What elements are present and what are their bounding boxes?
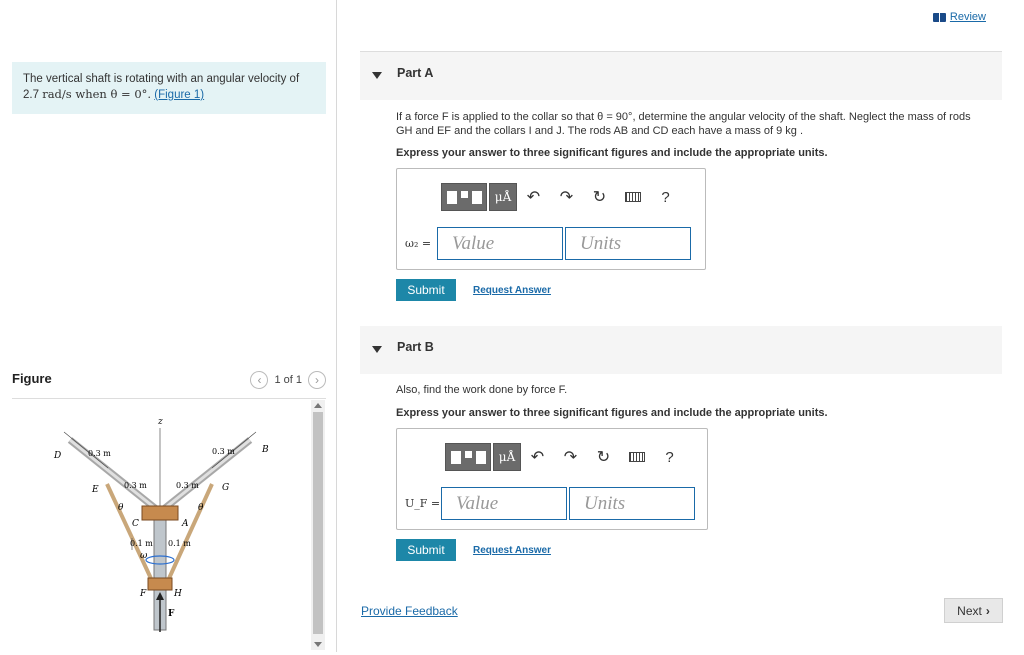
part-b-toolbar <box>445 443 686 471</box>
help-icon[interactable]: ? <box>661 188 670 206</box>
part-a-request-answer[interactable]: Request Answer <box>473 285 551 296</box>
problem-text: The vertical shaft is rotating with an angular velocity of 2.7 <box>23 73 300 101</box>
units-button[interactable]: μÅ <box>493 443 521 471</box>
scroll-thumb[interactable] <box>313 412 323 634</box>
templates-button[interactable] <box>441 183 487 211</box>
label-E: E <box>92 485 99 495</box>
part-a-question-line2: GH and EF and the collars I and J. The rods AB and CD each have a mass of 9 kg . <box>396 125 804 137</box>
figure-header <box>12 371 326 399</box>
provide-feedback-link[interactable]: Provide Feedback <box>361 604 458 618</box>
figure-image <box>12 400 326 650</box>
part-b-submit-button[interactable]: Submit <box>396 539 456 561</box>
figure-link[interactable]: (Figure 1) <box>154 89 205 101</box>
label-D: D <box>54 451 62 461</box>
undo-icon[interactable]: ↶ <box>526 189 541 206</box>
part-b-value-input[interactable] <box>441 487 567 520</box>
part-b-label: Part B <box>397 340 434 354</box>
label-theta-right: θ <box>198 503 204 513</box>
label-F: F <box>140 589 147 599</box>
figure-scrollbar[interactable] <box>311 400 325 650</box>
scroll-up-icon[interactable] <box>314 403 322 408</box>
part-a-units-input[interactable] <box>565 227 691 260</box>
dim-0-1-left: 0.1 m <box>130 539 153 548</box>
keyboard-icon[interactable] <box>620 443 653 471</box>
mechanism-diagram <box>12 400 310 650</box>
dim-0-1-right: 0.1 m <box>168 539 191 548</box>
reset-icon[interactable]: ↻ <box>592 189 607 206</box>
part-a-value-input[interactable] <box>437 227 563 260</box>
reset-icon[interactable]: ↻ <box>596 449 611 466</box>
label-omega: ω <box>140 551 148 561</box>
book-icon <box>933 13 946 22</box>
help-icon[interactable]: ? <box>665 448 674 466</box>
part-a-input-row <box>405 227 691 260</box>
label-H: H <box>174 589 182 599</box>
keyboard-icon[interactable] <box>616 183 649 211</box>
problem-statement <box>12 62 326 114</box>
part-a-submit-button[interactable]: Submit <box>396 279 456 301</box>
next-label: Next <box>957 603 982 618</box>
dim-0-3-upper-left: 0.3 m <box>88 449 111 458</box>
label-C: C <box>132 519 139 529</box>
label-B: B <box>262 445 269 455</box>
label-z: z <box>158 417 163 427</box>
part-a-header[interactable] <box>360 52 1002 100</box>
part-a-question <box>396 110 996 138</box>
part-a-answer-box <box>396 168 706 270</box>
part-b-header[interactable] <box>360 326 1002 374</box>
chevron-left-icon: ‹ <box>257 373 262 387</box>
collapse-triangle-icon <box>372 72 382 79</box>
templates-button[interactable] <box>445 443 491 471</box>
label-theta-left: θ <box>118 503 124 513</box>
prev-figure-button[interactable] <box>250 371 268 389</box>
undo-icon[interactable]: ↶ <box>530 449 545 466</box>
redo-icon[interactable]: ↷ <box>563 449 578 466</box>
dim-0-3-upper-right: 0.3 m <box>212 447 235 456</box>
review-label: Review <box>949 11 986 23</box>
next-figure-button[interactable] <box>308 371 326 389</box>
collapse-triangle-icon <box>372 346 382 353</box>
figure-pager <box>250 371 326 389</box>
part-b-answer-box <box>396 428 708 530</box>
units-button[interactable]: μÅ <box>489 183 517 211</box>
left-panel <box>0 0 337 652</box>
scroll-down-icon[interactable] <box>314 642 322 647</box>
part-a-label: Part A <box>397 66 434 80</box>
part-b-instruction: Express your answer to three significant figures and include the appropriate units. <box>396 407 828 419</box>
part-b-variable: U_F = <box>405 497 441 510</box>
part-a-variable: ω₂ = <box>405 237 432 250</box>
dim-0-3-lower-right: 0.3 m <box>176 481 199 490</box>
part-a-instruction: Express your answer to three significant figures and include the appropriate units. <box>396 147 828 159</box>
review-link[interactable] <box>933 11 986 23</box>
figure-page-count: 1 of 1 <box>274 374 302 386</box>
dim-0-3-lower-left: 0.3 m <box>124 481 147 490</box>
part-a-toolbar <box>441 183 682 211</box>
part-b-question: Also, find the work done by force F. <box>396 384 568 396</box>
label-force: F <box>168 609 175 619</box>
chevron-right-icon: › <box>315 373 319 387</box>
chevron-right-icon: › <box>985 603 990 618</box>
problem-units: rad/s when θ = 0°. <box>42 87 152 101</box>
part-b-request-answer[interactable]: Request Answer <box>473 545 551 556</box>
figure-title: Figure <box>12 371 52 386</box>
label-A: A <box>182 519 189 529</box>
label-G: G <box>222 483 230 493</box>
part-a-question-line1: If a force F is applied to the collar so that θ = 90°, determine the angular velocity of the shaft. Neglect the mass of rods <box>396 111 971 123</box>
part-b-units-input[interactable] <box>569 487 695 520</box>
next-button[interactable] <box>944 598 1003 623</box>
redo-icon[interactable]: ↷ <box>559 189 574 206</box>
part-b-input-row <box>405 487 695 520</box>
right-panel <box>338 0 1024 652</box>
